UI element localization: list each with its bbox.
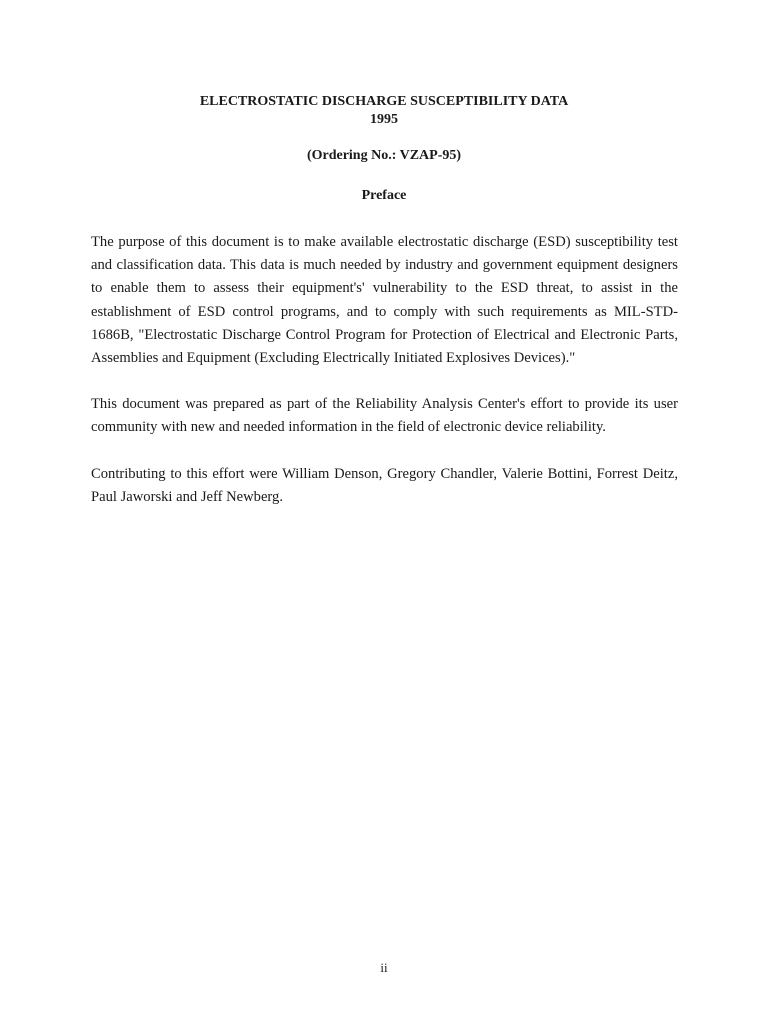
page-number: ii (380, 960, 388, 975)
document-title: ELECTROSTATIC DISCHARGE SUSCEPTIBILITY DATA (199, 94, 569, 109)
section-heading: Preface (361, 188, 407, 203)
document-title-block (0, 93, 768, 129)
paragraph-purpose: The purpose of this document is to make available electrostatic discharge (ESD) susceptibility test and classification data. This data is much needed by industry and government equipment designers to enable them to assess their equipment's' vulnerability to the ESD threat, to assist in the establishment of ESD control programs, and to comply with such requirements as MIL-STD-1686B, "Electrostatic Discharge Control Program for Protection of Electrical and Electronic Parts, Assemblies and Equipment (Excluding Electrically Initiated Explosives Devices)." (91, 234, 678, 367)
paragraph-contributors: Contributing to this effort were William Denson, Gregory Chandler, Valerie Bottini, Forrest Deitz, Paul Jaworski and Jeff Newberg. (91, 466, 678, 506)
document-year: 1995 (370, 112, 398, 127)
paragraph-prepared-by: This document was prepared as part of the Reliability Analysis Center's effort to provide its user community with new and needed information in the field of electronic device reliability. (91, 396, 678, 436)
ordering-number: (Ordering No.: VZAP-95) (306, 148, 462, 163)
